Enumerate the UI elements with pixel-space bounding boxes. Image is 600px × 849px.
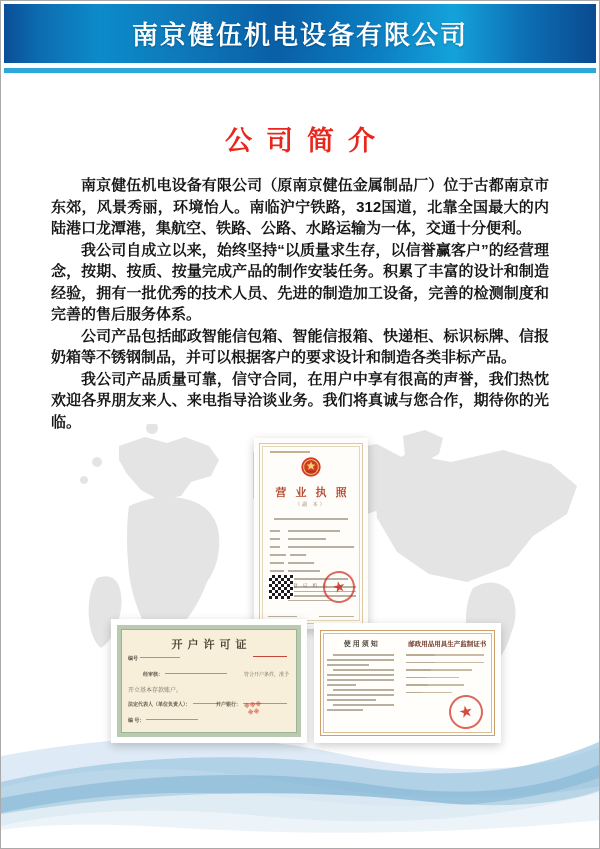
postal-cert-red-stamp-icon: ★ xyxy=(446,692,486,732)
intro-text xyxy=(51,175,549,433)
license-red-stamp-icon: ★ xyxy=(320,568,358,606)
intro-paragraph-1: 南京健伍机电设备有限公司（原南京健伍金属制品厂）位于古都南京市东郊，风景秀丽，环境怡人。南临沪宁铁路，312国道，北靠全国最大的内陆港口龙潭港，集航空、铁路、公路、水路运输为一体，交通十分便利。 xyxy=(51,177,549,237)
license-title: 营 业 执 照 xyxy=(275,487,350,499)
license-subtitle: （副 本） xyxy=(295,502,327,508)
qr-code xyxy=(269,575,293,599)
company-name: 南京健伍机电设备有限公司 xyxy=(131,20,468,50)
bank-permit-number-field: 编 号： xyxy=(128,717,200,724)
wave-decoration xyxy=(1,730,600,848)
bank-permit-legal-rep: 法定代表人（单位负责人）： xyxy=(128,701,221,708)
license-reg-number-line xyxy=(274,518,347,520)
bank-permit-paper xyxy=(117,625,301,737)
business-license-paper xyxy=(259,443,363,624)
intro-paragraph-2: 我公司自成立以来，始终坚持“以质量求生存，以信誉赢客户”的经营理念，按期、按质、按量完成产品的制作安装任务。积累了丰富的设计和制造经验，拥有一批优秀的技术人员、先进的制造加工设备，完善的检测制度和完善的售后服务体系。 xyxy=(51,241,549,323)
national-emblem-icon xyxy=(300,456,322,478)
bank-permit-approve-line: 符合开户条件，准予 xyxy=(243,672,289,678)
bank-permit-bank-field: 开户银行： xyxy=(216,701,289,708)
bank-permit-card xyxy=(111,619,307,743)
header-bar xyxy=(4,4,596,63)
accent-stripe xyxy=(4,68,596,73)
intro-paragraph-3: 公司产品包括邮政智能信包箱、智能信报箱、快递柜、标识标牌、信报奶箱等不锈钢制品，并可以根据客户的要求设计和制造各类非标产品。 xyxy=(51,327,549,366)
business-license-card xyxy=(254,438,368,629)
postal-cert-card xyxy=(314,623,501,743)
bank-permit-date-stamp-icon: ※※※ ※※ xyxy=(243,701,262,717)
license-serial-line xyxy=(270,451,310,453)
bank-permit-approval-number xyxy=(251,655,289,661)
postal-cert-paper xyxy=(320,630,495,736)
postal-cert-notice-title: 使用须知 xyxy=(343,641,380,648)
bank-permit-title: 开户许可证 xyxy=(171,639,252,651)
bank-permit-serial: 编号 xyxy=(128,655,182,662)
intro-paragraph-4: 我公司产品质量可靠，信守合同，在用户中享有很高的声誉，我们热忱欢迎各界朋友来人、来电指导洽谈业务。我们将真诚与您合作，期待你的光临。 xyxy=(51,370,549,431)
license-issuer-label: 登 记 机 关 xyxy=(293,583,329,588)
postal-cert-title: 邮政用品用具生产监制证书 xyxy=(408,641,487,648)
page-title: 公司简介 xyxy=(225,126,389,156)
bank-permit-review-line: 经审核： xyxy=(143,671,229,678)
postal-cert-main-column xyxy=(402,637,489,731)
postal-cert-notice-column xyxy=(327,637,402,731)
bank-permit-open-line: 开立基本存款账户。 xyxy=(128,688,183,694)
